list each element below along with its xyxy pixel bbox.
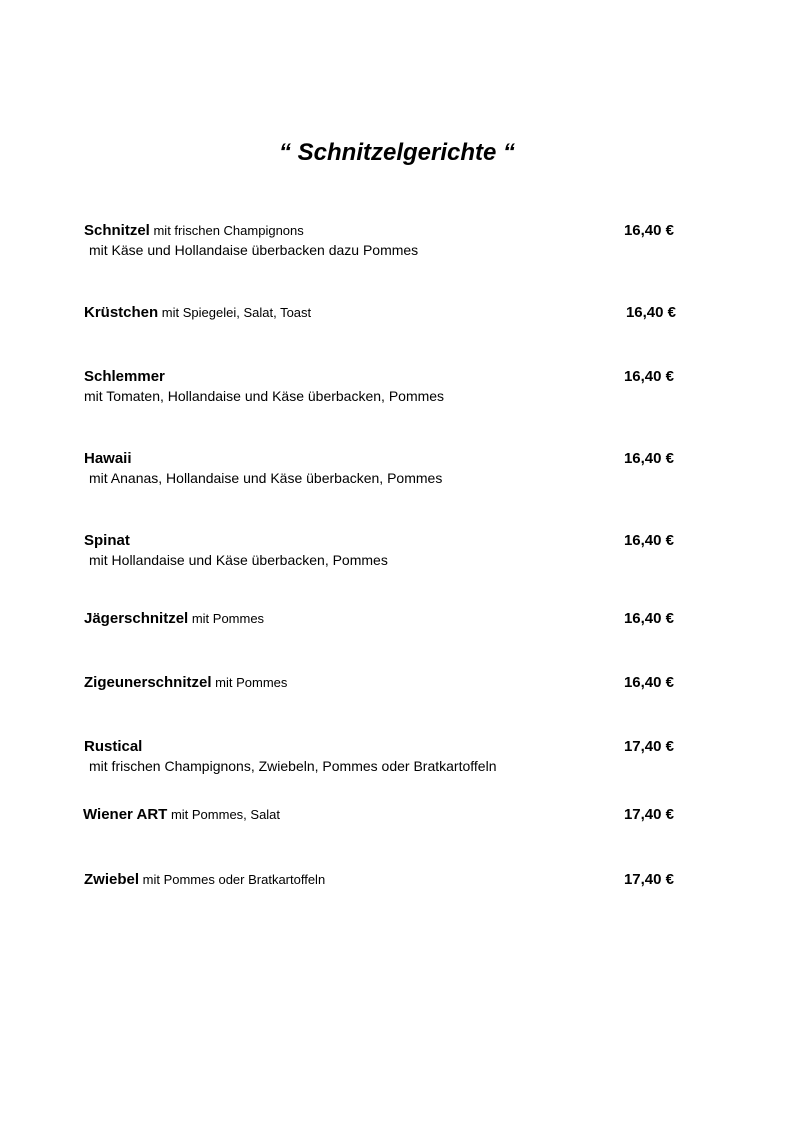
item-price: 17,40 € (623, 871, 674, 888)
menu-item-schnitzel (84, 222, 684, 259)
item-name: Wiener ART (83, 806, 168, 823)
item-price: 16,40 € (623, 450, 674, 467)
item-description: mit Tomaten, Hollandaise und Käse überbacken, Pommes (84, 388, 445, 404)
menu-item-spinat (84, 532, 684, 569)
item-description: mit Hollandaise und Käse überbacken, Pommes (89, 552, 388, 568)
item-inline-description: mit Pommes, Salat (167, 807, 281, 822)
menu-item-zwiebel (84, 871, 684, 891)
menu-item-schlemmer (84, 368, 684, 405)
item-price: 16,40 € (625, 304, 676, 321)
item-name: Schlemmer (84, 368, 165, 385)
item-name: Spinat (84, 532, 130, 549)
item-price: 16,40 € (623, 610, 674, 627)
item-inline-description: mit Pommes (188, 611, 265, 626)
item-description: mit Ananas, Hollandaise und Käse überbacken, Pommes (89, 470, 443, 486)
item-inline-description: mit frischen Champignons (149, 223, 304, 238)
item-price: 16,40 € (623, 674, 674, 691)
item-name: Schnitzel (84, 222, 150, 239)
item-inline-description: mit Pommes (211, 675, 288, 690)
menu-item-rustical (84, 738, 684, 775)
item-price: 17,40 € (623, 806, 674, 823)
menu-item-hawaii (84, 450, 684, 487)
item-description: mit Käse und Hollandaise überbacken dazu Pommes (89, 242, 419, 258)
item-description: mit frischen Champignons, Zwiebeln, Pommes oder Bratkartoffeln (89, 758, 497, 774)
item-name: Jägerschnitzel (84, 610, 189, 627)
item-price: 16,40 € (623, 368, 674, 385)
item-price: 16,40 € (623, 222, 674, 239)
menu-item-zigeunerschnitzel (84, 674, 684, 694)
item-name: Krüstchen (84, 304, 159, 321)
item-name: Zigeunerschnitzel (84, 674, 212, 691)
item-name: Rustical (84, 738, 143, 755)
item-price: 16,40 € (623, 532, 674, 549)
item-price: 17,40 € (623, 738, 674, 755)
item-inline-description: mit Spiegelei, Salat, Toast (158, 305, 312, 320)
menu-item-jaegerschnitzel (84, 610, 684, 630)
menu-item-kruestchen (84, 304, 684, 324)
item-inline-description: mit Pommes oder Bratkartoffeln (139, 872, 326, 887)
item-name: Hawaii (84, 450, 132, 467)
page-title: “ Schnitzelgerichte “ (278, 139, 516, 166)
menu-item-wiener-art (83, 806, 683, 826)
item-name: Zwiebel (84, 871, 140, 888)
